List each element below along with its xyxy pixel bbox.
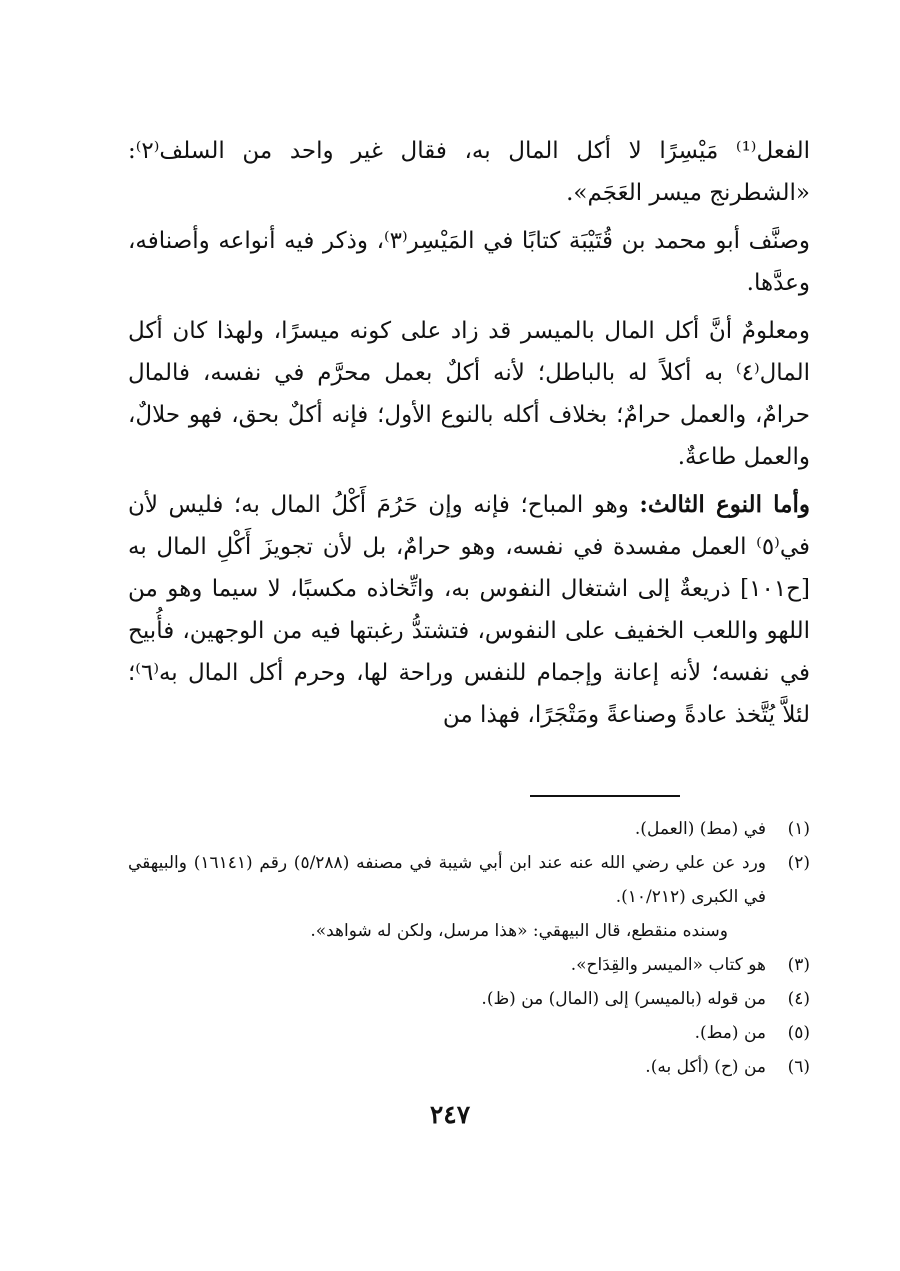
main-text [128, 130, 810, 742]
footnote-text: من (مط). [694, 1023, 766, 1043]
footnote-4 [128, 982, 810, 1016]
paragraph-2: وصنَّف أبو محمد بن قُتَيْبَة كتابًا في المَيْسِر⁽٣⁾، وذكر فيه أنواعه وأصنافه، وعدَّها. [128, 228, 811, 296]
footnotes [128, 812, 810, 1084]
footnote-number: (٦) [787, 1057, 810, 1077]
footnote-text: ورد عن علي رضي الله عنه عند ابن أبي شيبة في مصنفه (٥/٢٨٨) رقم (١٦١٤١) والبيهقي في الكبرى (١٠/٢١٢). [128, 853, 766, 907]
footnote-6 [128, 1050, 810, 1084]
paragraph-4 [128, 484, 810, 736]
footnote-text: من قوله (بالميسر) إلى (المال) من (ظ). [481, 989, 766, 1009]
footnote-separator [530, 795, 680, 797]
footnote-number: (٣) [787, 955, 810, 975]
footnote-number: (٥) [787, 1023, 810, 1043]
footnote-text: في (مط) (العمل). [634, 819, 766, 839]
paragraph-4-text: وهو المباح؛ فإنه وإن حَرُمَ أَكْلُ المال به؛ فليس لأن في⁽٥⁾ العمل مفسدة في نفسه، وهو حرامٌ، بل لأن تجويزَ أَكْلِ المال به [ح١٠١] ذريعةٌ إلى اشتغال النفوس به، واتِّخاذه مكسبًا، لا سيما وهو من اللهو واللعب الخفيف على النفوس، فتشتدُّ رغبتها فيه من الوجهين، فأُبيح في نفسه؛ لأنه إعانة وإجمام للنفس وراحة لها، وحرم أكل المال به⁽٦⁾؛ لئلاَّ يُتَّخذ عادةً وصناعةً ومَتْجَرًا، فهذا من [128, 492, 810, 728]
footnote-2-continuation [128, 914, 810, 948]
paragraph-3: ومعلومٌ أنَّ أكل المال بالميسر قد زاد على كونه ميسرًا، ولهذا كان أكل المال⁽٤⁾ به أكلاً له بالباطل؛ لأنه أكلٌ بعمل محرَّم في نفسه، فالمال حرامٌ، والعمل حرامٌ؛ بخلاف أكله بالنوع الأول؛ فإنه أكلٌ بحق، فهو حلالٌ، والعمل طاعةٌ. [128, 318, 810, 470]
footnote-text: وسنده منقطع، قال البيهقي: «هذا مرسل، ولكن له شواهد». [310, 921, 728, 941]
footnote-1 [128, 812, 810, 846]
footnote-5 [128, 1016, 810, 1050]
page-number: ٢٤٧ [429, 1100, 471, 1129]
footnote-number: (٢) [787, 853, 810, 873]
footnote-text: هو كتاب «الميسر والقِدَاح». [570, 955, 766, 975]
footnote-2 [128, 846, 810, 914]
section-heading: وأما النوع الثالث: [639, 491, 810, 518]
footnote-text: من (ح) (أكل به). [645, 1057, 766, 1077]
paragraph-1: الفعل⁽¹⁾ مَيْسِرًا لا أكل المال به، فقال غير واحد من السلف⁽٢⁾: «الشطرنج ميسر العَجَم». [128, 138, 810, 206]
footnote-number: (١) [787, 819, 810, 839]
footnote-3 [128, 948, 810, 982]
footnote-number: (٤) [787, 989, 810, 1009]
